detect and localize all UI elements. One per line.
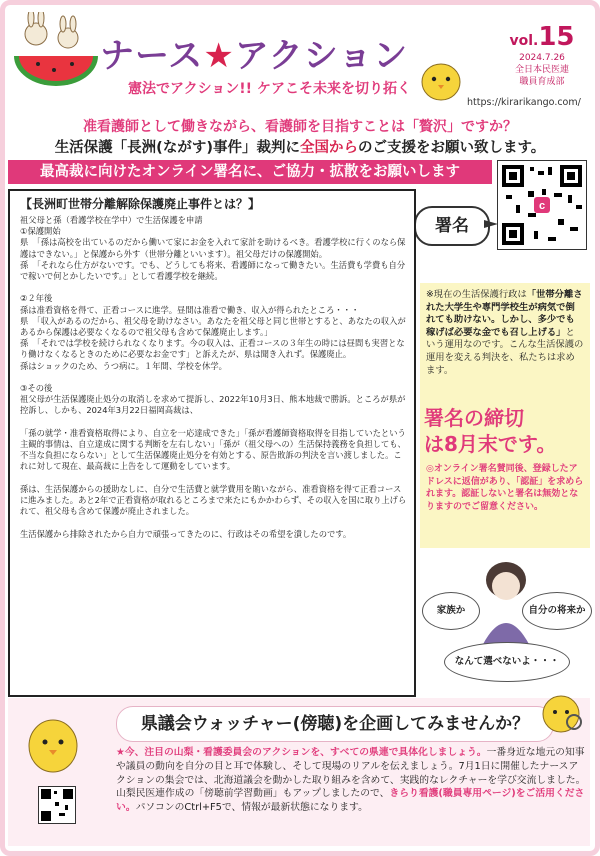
svg-text:c: c <box>538 200 546 212</box>
signature-label: 署名 <box>414 206 490 246</box>
pointer-arrow-icon <box>484 216 498 232</box>
issue-info <box>496 22 588 88</box>
case-heading: 【長洲町世帯分離解除保護廃止事件とは？】 <box>20 197 261 211</box>
authentication-note: ◎オンライン署名賛同後、登録したアドレスに返信があり、「認証」を求められます。認証しないと署名は無効となりますのでご留意ください。 <box>426 464 584 512</box>
star-icon: ★ <box>203 36 235 76</box>
watcher-body: ★今、注目の山梨・看護委員会のアクションを、すべての県連で具体化しましょう。一番身近な地元の知事や議員の動向を自分の目と耳で体験し、そして現場のリアルを伝えましょう。7月1日に開催したナースアクションの集会では、北海道議会を動かした取り組みを含めて、実践的なレクチャーを学び交流しました。山梨民医連作成の「傍聴前学習動画」もアップしましたので、きらり看護(職員専用ページ)をご活用ください。パソコンのCtrl+F5で、情報が最新状態になります。 <box>116 747 586 814</box>
issue-dept: 職員育成部 <box>519 77 565 87</box>
lead-question: 准看護師として働きながら、看護師を目指すことは「贅沢」ですか？ <box>83 119 517 135</box>
issue-number: vol.15 <box>509 22 575 52</box>
bubble-family: 家族か <box>422 592 480 630</box>
lead-appeal: 生活保護「長洲(ながす)事件」裁判に全国からのご支援をお願い致します。 <box>54 140 546 156</box>
worried-person-illustration <box>422 556 590 692</box>
case-explanation-box <box>8 189 416 697</box>
chick-character-icon <box>18 708 88 778</box>
newsletter-subtitle: 憲法でアクション!! ケアこそ未来を切り拓く <box>128 81 411 97</box>
petition-qr-code[interactable] <box>497 160 587 250</box>
bubble-future: 自分の将来か <box>522 592 592 630</box>
chick-with-magnifier-icon <box>538 688 584 734</box>
video-qr-code[interactable] <box>38 786 76 824</box>
sidebar-text: ※現在の生活保護行政は「世帯分離された大学生や専門学校生が病気で倒れても助けない。しかし、多少でも稼げば必要な金でも召し上げる」という運用なのです。こんな生活保護の運用を変える判決を、私たちは求めます。 <box>426 289 584 376</box>
issue-org: 全日本民医連 <box>514 65 569 75</box>
bubble-cannot-choose: なんて選べないよ・・・ <box>444 642 570 682</box>
watermelon-mascot-illustration <box>10 12 102 92</box>
deadline-notice: 署名の締切 は8月末です。 <box>424 406 557 456</box>
newsletter-title: ナース★アクション <box>100 36 409 76</box>
petition-banner: 最高裁に向けたオンライン署名に、ご協力・拡散をお願いします <box>8 160 492 184</box>
watcher-heading: 県議会ウォッチャー(傍聴)を企画してみませんか？ <box>116 706 554 742</box>
website-url[interactable]: https://kirarikango.com/ <box>467 97 581 108</box>
case-body: 祖父母と孫（看護学校在学中）で生活保護を申請 ①保護開始 県 「孫は高校を出ているのだから働いて家にお金を入れて家計を助けるべき。看護学校に行くのなら保護はできない。」と保護から外す（世帯分離といいます）。祖父母だけの保護開始。 孫 「それなら仕方がないです。でも、どうしても将来、看護師になって働きたい。生活費も学費も自分で稼いで何とかしたいです。」として看護学校を継続。 ②２年後 孫は准看資格を得て、正看コースに進学。昼間は准看で働き、収入が得られたところ・・・ 県 「収入があるのだから、祖父母を助けなさい。あなたを祖父母と同じ世帯とすると、あなたの収入があるから保護は必要なくなるので祖父母も含めて保護廃止します。」 孫 「それでは学校を続けられなくなります。今の収入は、正看コースの３年生の時には昼間も実習となり働けなくなるときのために必要なお金です」と訴えたが、県は聞き入れず。保護廃止。 孫はショックのため、うつ病に。１年間、学校を休学。 ③その後 祖父母が生活保護廃止処分の取消しを求めて提訴し、2022年10月3日、熊本地裁で勝訴。ところが県が控訴し、しかも、2024年3月22日福岡高裁は、 「孫の就学・准看資格取得により、自立を一応達成できた」「孫が看護師資格取得を目指していたという主観的事情は、自立達成に関する判断を左右しない」「孫が（祖父母への）生活保持義務を負担しても、不当な負担にならない」として生活保護廃止処分を有効とする、原告敗訴の判決を言い渡しました。これに対して現在、最高裁に上告をして運動をしています。 孫は、生活保護からの援助なしに、自分で生活費と就学費用を賄いながら、准看資格を得て正看コースに進みました。あと2年で正看資格が取れるところまで来たにもかかわらず、その収入を国に取り上げられて、祖父母も含めて保護が廃止されました。 生活保護から排除されたから自力で頑張ってきたのに、行政はその希望を潰したのです。 <box>20 215 407 539</box>
issue-date: 2024.7.26 <box>519 53 565 63</box>
sidebar-notice <box>420 283 590 548</box>
bottom-panel <box>8 698 590 846</box>
chick-mascot-icon <box>418 58 464 102</box>
